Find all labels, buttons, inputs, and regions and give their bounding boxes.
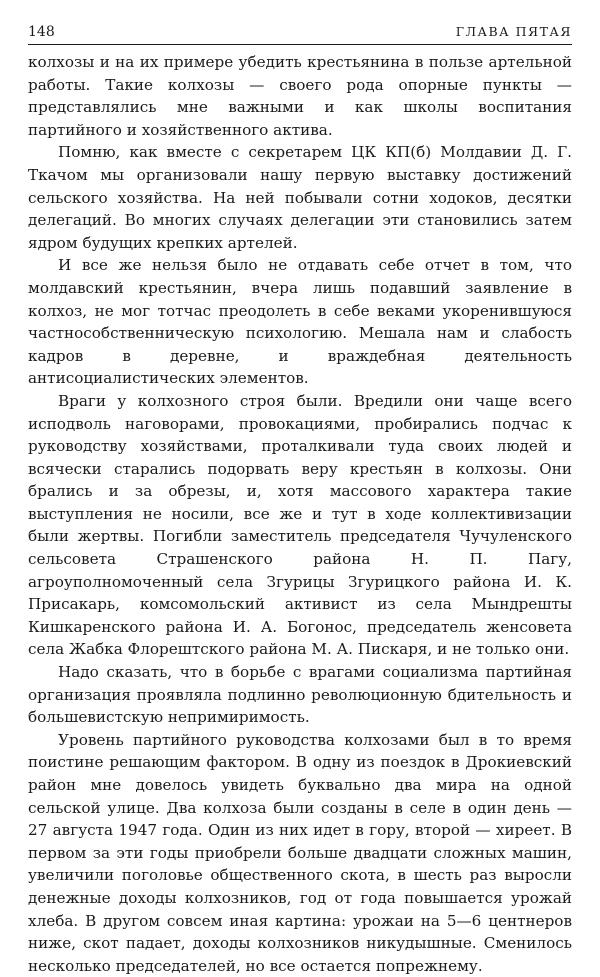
body-text	[28, 51, 572, 977]
paragraph: Уровень партийного руководства колхозами был в то время поистине решающим фактором. В одну из поездок в Дрокиевский район мне довелось увидеть буквально два мира на одной сельской улице. Два колхоза были созданы в селе в один день — 27 августа 1947 года. Один из них идет в гору, второй — хиреет. В первом за эти годы приобрели больше двадцати сложных машин, увеличили поголовье общественного скота, в шесть раз выросли денежные доходы колхозников, год от года повышается урожай хлеба. В другом совсем иная картина: урожаи на 5—6 центнеров ниже, скот падает, доходы колхозников никудышные. Сменилось несколько председателей, но все остается попрежнему.	[28, 730, 572, 975]
chapter-title: ГЛАВА ПЯТАЯ	[455, 24, 572, 39]
book-page	[28, 24, 572, 977]
paragraph: Враги у колхозного строя были. Вредили они чаще всего исподволь наговорами, провокациями, пробирались подчас к руководству хозяйствами, проталкивали туда своих людей и всячески старались подорвать веру крестьян в колхозы. Они брались и за обрезы, и, хотя массового характера такие выступления не носили, все же и тут в ходе коллективизации были жертвы. Погибли заместитель председателя Чучуленского сельсовета Страшенского района Н. П. Пагу, агроуполномоченный села Згурицы Згурицкого района И. К. Присакарь, комсомольский активист из села Мындрешты Кишкаренского района И. А. Богонос, председатель женсовета села Жабка Флорештского района М. А. Пискаря, и не только они.	[28, 391, 572, 659]
paragraph: И все же нельзя было не отдавать себе отчет в том, что молдавский крестьянин, вчера лишь подавший заявление в колхоз, не мог тотчас преодолеть в себе веками укоренившуюся частнособственническую психологию. Мешала нам и слабость кадров в деревне, и враждебная деятельность антисоциалистических элементов.	[28, 256, 572, 388]
running-header	[28, 24, 572, 45]
paragraph: Надо сказать, что в борьбе с врагами социализма партийная организация проявляла подлинно революционную бдительность и большевистскую непримиримость.	[28, 663, 572, 727]
paragraph-continued: колхозы и на их примере убедить крестьянина в пользе артельной работы. Такие колхозы — своего рода опорные пункты — представлялись мне важными и как школы воспитания партийного и хозяйственного актива.	[28, 53, 572, 139]
page-number: 148	[28, 24, 55, 40]
paragraph: Помню, как вместе с секретарем ЦК КП(б) Молдавии Д. Г. Ткачом мы организовали нашу первую выставку достижений сельского хозяйства. На ней побывали сотни ходоков, десятки делегаций. Во многих случаях делегации эти становились затем ядром будущих крепких артелей.	[28, 143, 572, 252]
